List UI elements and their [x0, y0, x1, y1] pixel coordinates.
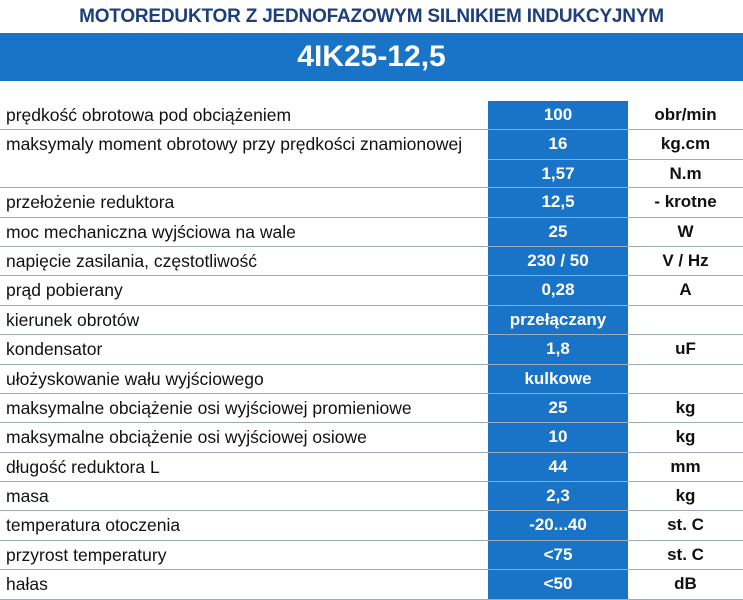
spec-unit: st. C — [667, 515, 704, 535]
spec-value-cell — [488, 365, 628, 393]
spec-unit: kg — [675, 427, 696, 447]
spec-value-cell — [488, 482, 628, 510]
model-name: 4IK25-12,5 — [297, 40, 446, 73]
spec-unit: W — [677, 221, 694, 241]
spec-label: prąd pobierany — [6, 280, 123, 301]
spec-table — [0, 101, 743, 600]
spec-label: hałas — [6, 574, 48, 595]
spec-row — [0, 101, 743, 130]
spec-value: 10 — [548, 427, 568, 447]
spec-label: przyrost temperatury — [6, 544, 167, 565]
spec-value: -20...40 — [529, 515, 587, 535]
spec-value-cell — [488, 306, 628, 334]
spec-unit: - krotne — [654, 192, 717, 212]
spec-label: maksymaly moment obrotowy przy prędkości znamionowej — [6, 134, 463, 155]
spec-value: 44 — [548, 456, 568, 476]
spec-row — [0, 365, 743, 394]
spec-value: 25 — [548, 221, 568, 241]
spec-value-cell — [488, 570, 628, 598]
spec-row — [0, 247, 743, 276]
spec-unit: N.m — [669, 163, 702, 183]
spec-unit: A — [679, 280, 692, 300]
spec-label: moc mechaniczna wyjściowa na wale — [6, 221, 296, 242]
spec-unit: st. C — [667, 544, 704, 564]
spec-value-cell — [488, 335, 628, 363]
spec-value-cell — [488, 247, 628, 275]
spec-row — [0, 511, 743, 540]
spec-value: 16 — [548, 134, 568, 154]
spec-row — [0, 188, 743, 217]
spec-value: 2,3 — [546, 486, 570, 506]
spec-value: przełączany — [509, 309, 607, 329]
spec-row — [0, 482, 743, 511]
spec-row — [0, 306, 743, 335]
spec-value: 25 — [548, 397, 568, 417]
spec-value-cell — [488, 188, 628, 216]
spec-value-cell — [488, 101, 628, 129]
spec-label: prędkość obrotowa pod obciążeniem — [6, 105, 292, 125]
spec-value: 230 / 50 — [527, 250, 589, 270]
spec-value-cell — [488, 218, 628, 246]
spec-unit: kg — [675, 397, 696, 417]
spec-label: maksymalne obciążenie osi wyjściowej osiowe — [6, 427, 367, 448]
spec-unit: uF — [675, 339, 696, 359]
spec-value: 1,57 — [541, 163, 575, 183]
spec-unit: dB — [674, 574, 697, 594]
spec-row — [0, 394, 743, 423]
spec-label: maksymalne obciążenie osi wyjściowej promieniowe — [6, 397, 412, 418]
spec-unit: kg — [675, 486, 696, 506]
spec-value-cell — [488, 511, 628, 539]
spec-unit — [628, 365, 743, 393]
spec-row — [0, 570, 743, 599]
spec-row — [0, 276, 743, 305]
spec-label: masa — [6, 486, 49, 507]
sheet-title: MOTOREDUKTOR Z JEDNOFAZOWYM SILNIKIEM INDUKCYJNYM — [79, 6, 664, 27]
spec-value: 0,28 — [541, 280, 575, 300]
spec-row — [0, 453, 743, 482]
spec-unit: obr/min — [654, 105, 717, 124]
spec-label: długość reduktora L — [6, 456, 160, 477]
spec-unit — [628, 306, 743, 334]
spec-row — [0, 130, 743, 188]
spec-row — [0, 423, 743, 452]
spec-value-cell — [488, 276, 628, 304]
spec-row — [0, 541, 743, 570]
spec-label: napięcie zasilania, częstotliwość — [6, 250, 257, 271]
spec-label: kondensator — [6, 339, 103, 360]
spacer — [0, 81, 743, 101]
spec-row — [0, 218, 743, 247]
spec-label: przełożenie reduktora — [6, 192, 175, 213]
spec-value: 1,8 — [546, 339, 570, 359]
spec-value: 100 — [543, 105, 573, 124]
spec-row — [0, 335, 743, 364]
spec-value: 12,5 — [541, 192, 575, 212]
spec-value: <75 — [543, 544, 573, 564]
spec-unit: kg.cm — [660, 134, 711, 154]
spec-label: kierunek obrotów — [6, 309, 140, 330]
spec-value-cell — [488, 394, 628, 422]
spec-label: ułożyskowanie wału wyjściowego — [6, 368, 264, 389]
spec-value: <50 — [543, 574, 573, 594]
spec-unit: mm — [670, 456, 701, 476]
spec-unit: V / Hz — [662, 250, 709, 270]
spec-value: kulkowe — [524, 368, 592, 388]
spec-value-cell — [488, 453, 628, 481]
spec-label: temperatura otoczenia — [6, 515, 181, 536]
model-banner — [0, 33, 743, 81]
spec-value-cell — [488, 423, 628, 451]
spec-value-cell — [488, 541, 628, 569]
